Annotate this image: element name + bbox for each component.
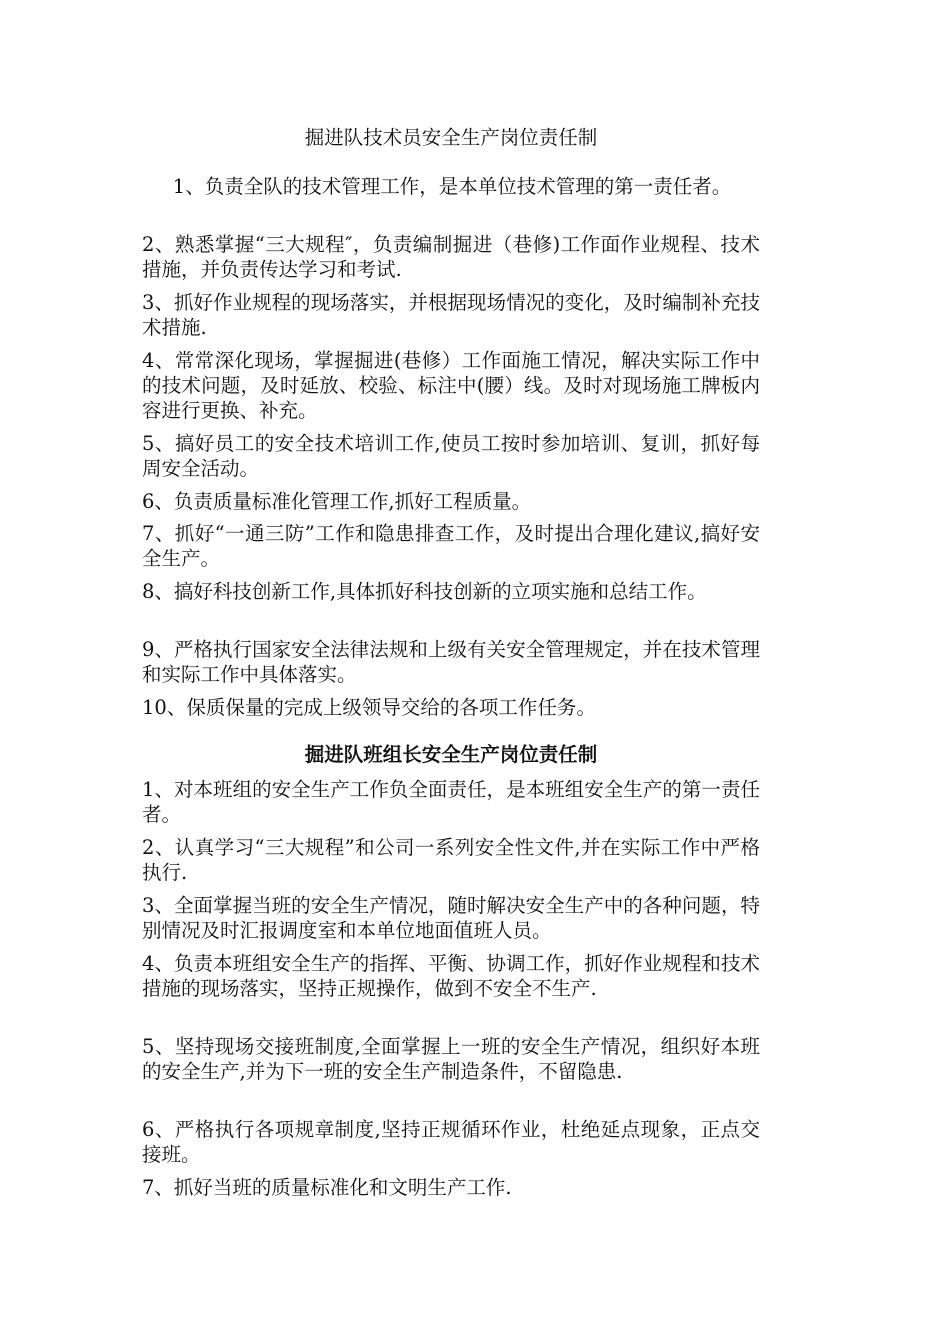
- section2-item-6: 6、严格执行各项规章制度,坚持正规循环作业，杜绝延点现象，正点交接班。: [142, 1118, 760, 1166]
- section2-item-3: 3、全面掌握当班的安全生产情况，随时解决安全生产中的各种问题，特别情况及时汇报调度室和本单位地面值班人员。: [142, 894, 760, 942]
- section1-item-7: 7、抓好“一通三防”工作和隐患排查工作，及时提出合理化建议,搞好安全生产。: [142, 522, 760, 570]
- section1-item-5: 5、搞好员工的安全技术培训工作,使员工按时参加培训、复训，抓好每周安全活动。: [142, 432, 760, 480]
- section1-item-9: 9、严格执行国家安全法律法规和上级有关安全管理规定，并在技术管理和实际工作中具体落实。: [142, 638, 760, 686]
- section1-item-4: 4、常常深化现场，掌握掘进(巷修）工作面施工情况，解决实际工作中的技术问题，及时延放、校验、标注中(腰）线。及时对现场施工牌板内容进行更换、补充。: [142, 349, 760, 422]
- section1-title: 掘进队技术员安全生产岗位责任制: [304, 126, 598, 149]
- section1-item-1: 1、负责全队的技术管理工作，是本单位技术管理的第一责任者。: [172, 175, 732, 198]
- section2-item-4: 4、负责本班组安全生产的指挥、平衡、协调工作，抓好作业规程和技术措施的现场落实，坚持正规操作，做到不安全不生产.: [142, 952, 760, 1000]
- section1-item-8: 8、搞好科技创新工作,具体抓好科技创新的立项实施和总结工作。: [142, 580, 707, 603]
- section2-item-7: 7、抓好当班的质量标准化和文明生产工作.: [142, 1176, 512, 1199]
- section1-item-2: 2、熟悉掌握“三大规程″，负责编制掘进（巷修)工作面作业规程、技术措施，并负责传达学习和考试.: [142, 233, 760, 281]
- section2-item-1: 1、对本班组的安全生产工作负全面责任，是本班组安全生产的第一责任者。: [142, 778, 760, 826]
- section1-item-3: 3、抓好作业规程的现场落实，并根据现场情况的变化，及时编制补充技术措施.: [142, 291, 760, 339]
- section1-item-10: 10、保质保量的完成上级领导交给的各项工作任务。: [142, 696, 596, 719]
- section2-item-2: 2、认真学习“三大规程”和公司一系列安全性文件,并在实际工作中严格执行.: [142, 836, 760, 884]
- section2-item-5: 5、坚持现场交接班制度,全面掌握上一班的安全生产情况，组织好本班的安全生产,并为下一班的安全生产制造条件，不留隐患.: [142, 1035, 760, 1083]
- section1-item-6: 6、负责质量标准化管理工作,抓好工程质量。: [142, 490, 532, 513]
- section2-title: 掘进队班组长安全生产岗位责任制: [304, 743, 598, 766]
